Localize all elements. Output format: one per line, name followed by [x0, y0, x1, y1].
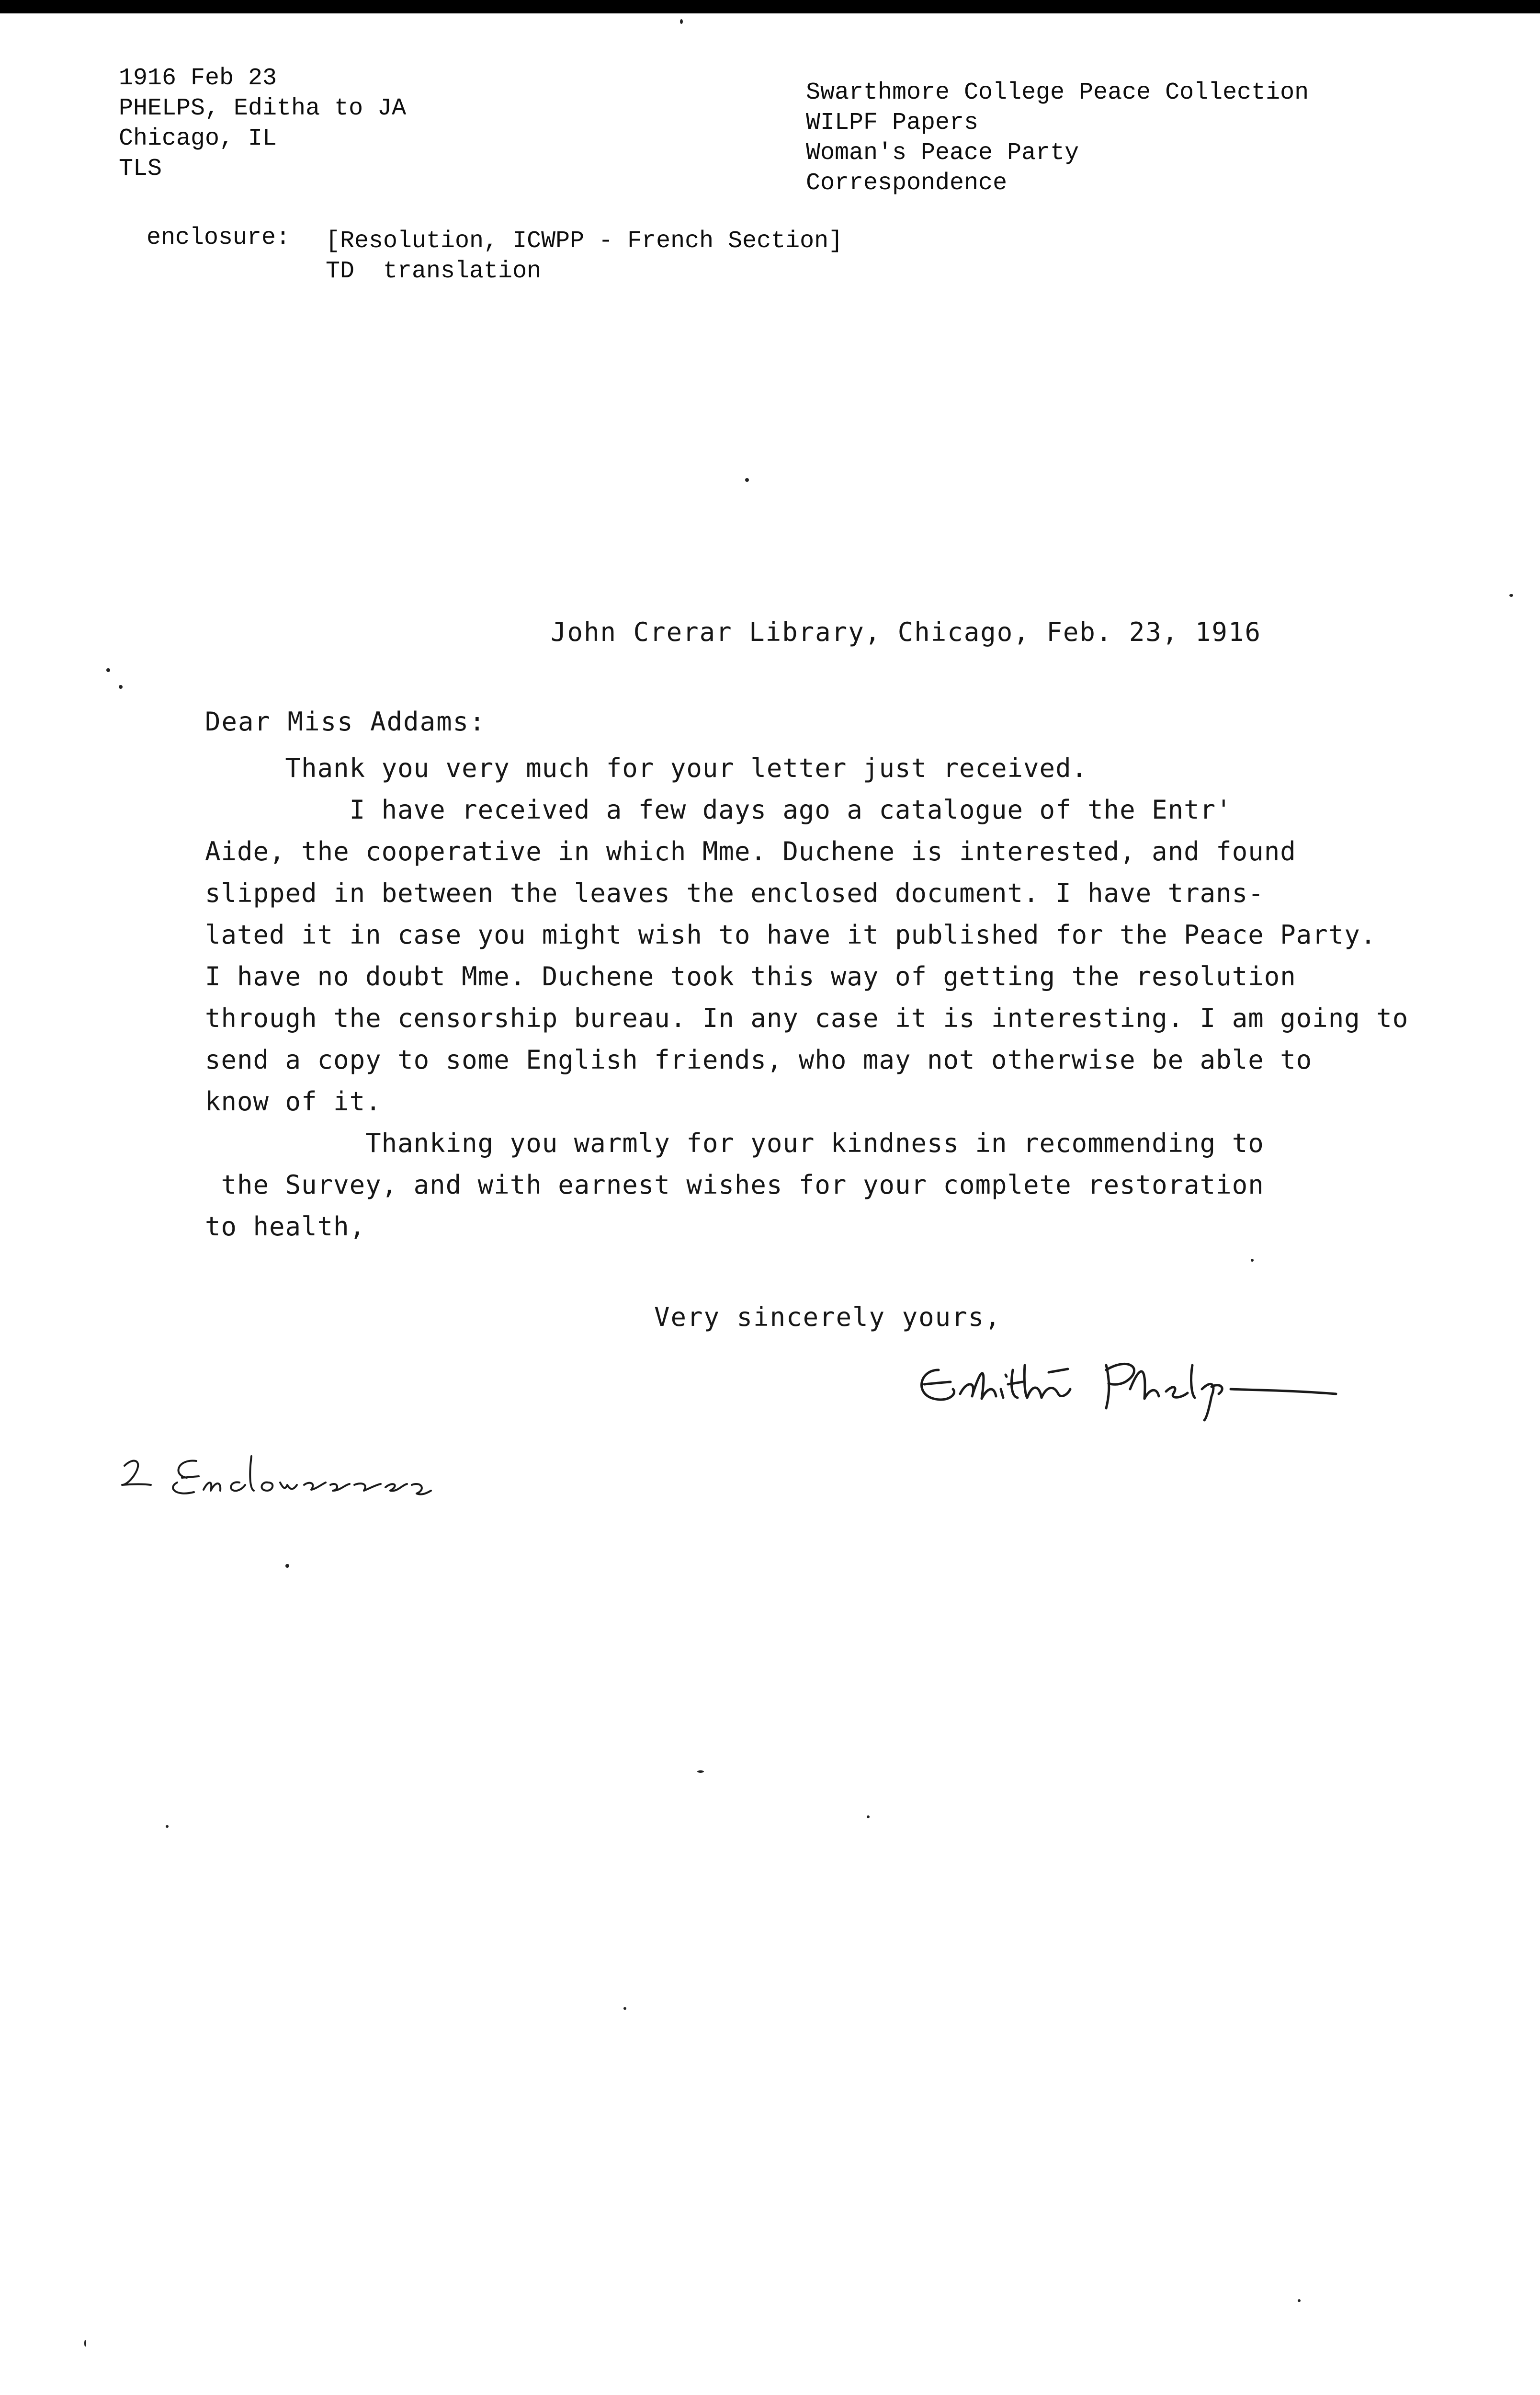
scan-speck — [867, 1815, 870, 1818]
handwritten-enclosures-note — [115, 1437, 488, 1504]
body-line: the Survey, and with earnest wishes for your complete restoration — [205, 1170, 1264, 1200]
signature-image — [905, 1336, 1365, 1423]
enclosure-description — [326, 226, 843, 286]
body-line: send a copy to some English friends, who may not otherwise be able to — [205, 1045, 1313, 1075]
scan-speck — [106, 668, 110, 672]
meta-series: Woman's Peace Party — [806, 139, 1079, 167]
body-line: through the censorship bureau. In any case it is interesting. I am going to — [205, 1003, 1409, 1033]
scan-speck — [745, 478, 749, 482]
scan-speck — [697, 1770, 704, 1773]
scan-speck — [285, 1564, 289, 1568]
body-line: Thank you very much for your letter just received. — [205, 753, 1088, 783]
body-line: to health, — [205, 1211, 366, 1242]
scan-speck — [84, 2340, 86, 2347]
scan-speck — [1509, 594, 1513, 597]
enclosure-line: [Resolution, ICWPP - French Section] — [326, 228, 843, 255]
enclosure-label: enclosure: — [147, 224, 291, 251]
body-line: Thanking you warmly for your kindness in recommending to — [205, 1128, 1264, 1158]
body-line: I have no doubt Mme. Duchene took this way of getting the resolution — [205, 961, 1296, 992]
body-line: slipped in between the leaves the enclosed document. I have trans- — [205, 878, 1264, 908]
body-line: know of it. — [205, 1086, 382, 1117]
scan-speck — [623, 2007, 626, 2010]
scan-speck — [680, 19, 683, 24]
letter-dateline: John Crerar Library, Chicago, Feb. 23, 1916 — [551, 617, 1261, 647]
body-line: I have received a few days ago a catalogue of the Entr' — [205, 795, 1232, 825]
letter-body — [205, 747, 1507, 1247]
body-line: lated it in case you might wish to have it published for the Peace Party. — [205, 920, 1377, 950]
meta-place: Chicago, IL — [119, 125, 277, 152]
enclosure-line: TD translation — [326, 258, 542, 285]
scan-speck — [166, 1825, 169, 1828]
scan-speck — [1298, 2299, 1301, 2302]
meta-correspondents: PHELPS, Editha to JA — [119, 95, 407, 122]
meta-doc-type: TLS — [119, 155, 162, 182]
letter-salutation: Dear Miss Addams: — [205, 707, 486, 737]
archive-metadata-left — [119, 63, 406, 184]
meta-collection: Swarthmore College Peace Collection — [806, 79, 1309, 106]
scan-speck — [119, 685, 123, 689]
scan-top-border — [0, 0, 1540, 13]
meta-date: 1916 Feb 23 — [119, 65, 277, 92]
meta-papers: WILPF Papers — [806, 109, 979, 137]
body-line: Aide, the cooperative in which Mme. Duchene is interested, and found — [205, 836, 1296, 867]
letter-closing: Very sincerely yours, — [654, 1302, 1001, 1332]
archive-metadata-right — [806, 78, 1309, 198]
meta-subseries: Correspondence — [806, 170, 1008, 197]
scan-speck — [1251, 1259, 1254, 1262]
